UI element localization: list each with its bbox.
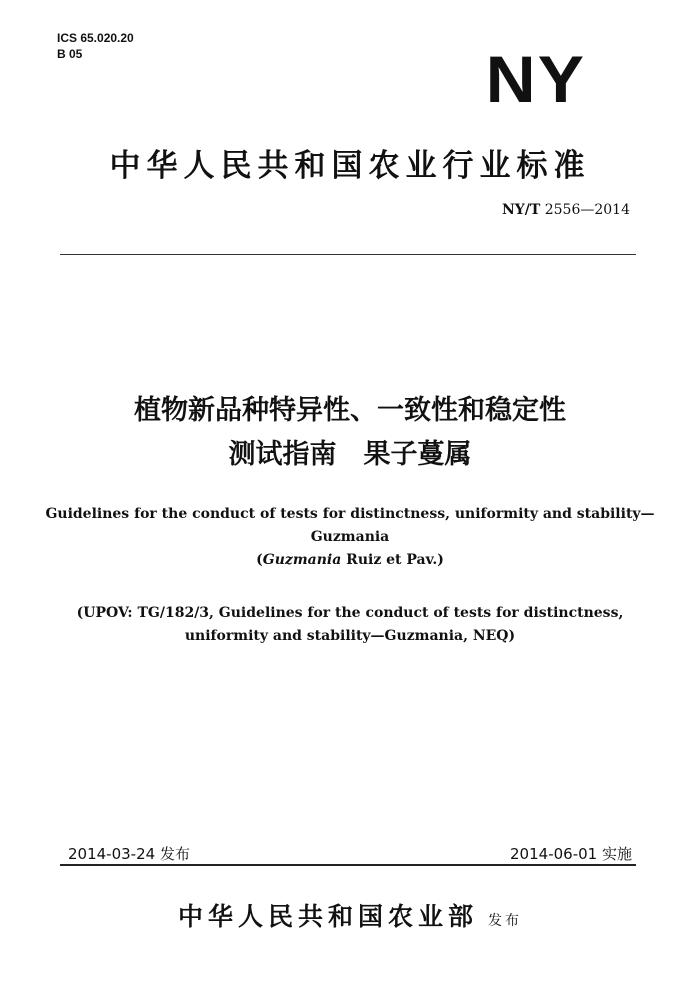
standard-number (502, 202, 630, 218)
issuer-suffix: 发布 (488, 913, 522, 929)
issuer-name: 中华人民共和国农业部 (177, 902, 478, 931)
bottom-divider (60, 864, 636, 866)
chinese-title-line1: 植物新品种特异性、一致性和稳定性 (134, 395, 566, 426)
issuer-block (0, 897, 700, 933)
english-title-line2: Guzmania (310, 529, 390, 545)
top-divider (60, 254, 636, 255)
ccs-code: B 05 (57, 47, 83, 61)
upov-reference-line1: (UPOV: TG/182/3, Guidelines for the conduct of tests for distinctness, (76, 605, 624, 621)
organization-title: 中华人民共和国农业行业标准 (109, 148, 591, 184)
implement-label: 实施 (601, 845, 632, 863)
chinese-title-line2: 测试指南 果子蔓属 (228, 439, 472, 470)
standard-year-number: 2556—2014 (544, 202, 630, 218)
upov-reference-line2: uniformity and stability—Guzmania, NEQ) (184, 628, 516, 644)
author-citation: Ruiz et Pav.) (341, 552, 444, 568)
issue-date-block (68, 843, 190, 864)
implement-date: 2014-06-01 (510, 845, 598, 863)
implement-date-block (510, 843, 632, 864)
issue-label: 发布 (159, 845, 190, 863)
ny-logo: NY (485, 42, 587, 116)
standard-code: NY/T (501, 202, 541, 218)
ics-code: ICS 65.020.20 (57, 31, 134, 45)
issue-date: 2014-03-24 (68, 845, 156, 863)
english-title-line3 (0, 550, 700, 570)
classification-codes (57, 30, 134, 62)
paren-open: ( (256, 552, 263, 568)
genus-italic: Guzmania (262, 552, 342, 568)
english-title-line1: Guidelines for the conduct of tests for distinctness, uniformity and stability— (45, 506, 655, 522)
